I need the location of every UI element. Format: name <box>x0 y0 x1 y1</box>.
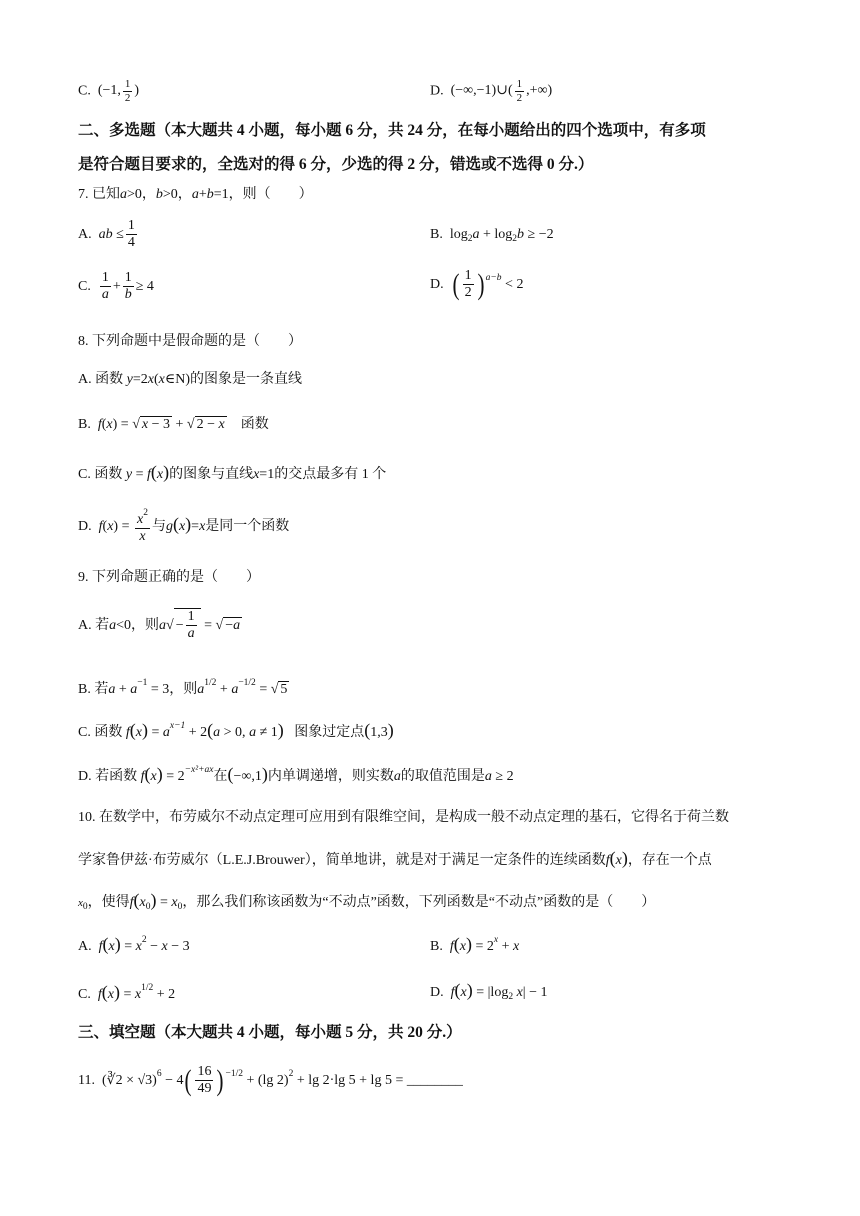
q8-option-b: B. f(x) = √ x − 3 + √ 2 − x 函数 <box>78 417 269 432</box>
q9-stem: 9. 下列命题正确的是（ ） <box>78 570 260 585</box>
q9-option-d: D. 若函数 $f(x) = 2^{-x^2+ax}$在(−∞,1)内单调递增，则实数a的取值范围是a ≥ 2 <box>78 764 514 784</box>
q10-option-b: B. $f(x) = 2^x + x$ <box>430 934 520 954</box>
math-expr: (−1, $\frac{1}{2}$ ) <box>94 78 140 104</box>
q10-stem-line1: 10. 在数学中，布劳威尔不动点定理可应用到有限维空间，是构成一般不动点定理的基石，它得名于荷兰数 <box>78 810 729 825</box>
q10-stem-line2: 学家鲁伊兹·布劳威尔（L.E.J.Brouwer），简单地讲，就是对于满足一定条件的连续函数f(x)，存在一个点 <box>78 848 712 868</box>
q8-option-a: A. 函数 y=2x(x∈N)的图象是一条直线 <box>78 372 302 387</box>
q9-option-b: B. 若$a + a^{-1} = 3$，则$a^{1/2} + a^{-1/2}$ = √ 5 <box>78 678 288 697</box>
math-expr: (−∞,−1)∪( $\frac{1}{2}$ ,+∞) <box>447 78 553 104</box>
q10-option-c: C. $f(x) = x^{1/2} + 2$ <box>78 982 176 1002</box>
q8-stem: 8. 下列命题中是假命题的是（ ） <box>78 334 302 349</box>
q11-stem: 11. (∛2 × √3)$^6$ − 4( $\frac{16}{49}$ ) $^{-1/2}$ + (lg 2)$^2$ + lg 2·lg 5 + lg 5 = ________ <box>78 1063 463 1097</box>
q7-option-c: C. $\frac{1}{a}$ + $\frac{1}{b}$ ≥ 4 <box>78 270 154 303</box>
answer-blank[interactable]: ________ <box>406 1072 463 1088</box>
section-heading: 三、填空题（本大题共 4 小题，每小题 5 分，共 20 分.） <box>78 1024 462 1041</box>
q8-option-d: D. f(x) = $\frac{x^2}{x}$ 与g(x)=x是同一个函数 <box>78 508 290 545</box>
q6-option-c <box>78 78 139 104</box>
q6-option-d <box>430 78 552 104</box>
q10-option-d: D. $f(x) = |\log_2$ x| − 1 <box>430 980 548 1002</box>
q10-stem-line3: $x_0$，使得$f(x_0) = x_0$，那么我们称该函数为“不动点”函数，下列函数是“不动点”函数的是（ ） <box>78 890 656 912</box>
section-heading-cont: 是符合题目要求的，全选对的得 6 分，少选的得 2 分，错选或不选得 0 分.） <box>78 156 594 173</box>
section-heading: 二、多选题（本大题共 4 小题，每小题 6 分，共 24 分，在每小题给出的四个选项中，有多项 <box>78 122 706 139</box>
option-label: C. <box>78 83 91 99</box>
q7-option-b: B. $\log_2a + \log_2b \ge -2$ <box>430 227 554 244</box>
q10-option-a: A. $f(x) = x^2 - x - 3$ <box>78 934 190 954</box>
q9-option-a: A. 若a<0，则a√ − $\frac{1}{a}$ = √ −a <box>78 609 241 642</box>
option-label: D. <box>430 83 444 99</box>
q7-option-a: A. ab ≤ $\frac{1}{4}$ <box>78 218 135 251</box>
q8-option-c: C. 函数 y = f(x)的图象与直线x=1的交点最多有 1 个 <box>78 462 387 482</box>
q7-stem: 7. 已知a>0，b>0，a+b=1，则（ ） <box>78 187 313 202</box>
q7-option-d: D. ( $\frac{1}{2}$ ) $^{a-b}$ < 2 <box>430 267 524 301</box>
q9-option-c: C. 函数 $f(x) = a^{x-1} + 2(a > 0$, a ≠ 1) 图象过定点(1,3) <box>78 720 394 740</box>
